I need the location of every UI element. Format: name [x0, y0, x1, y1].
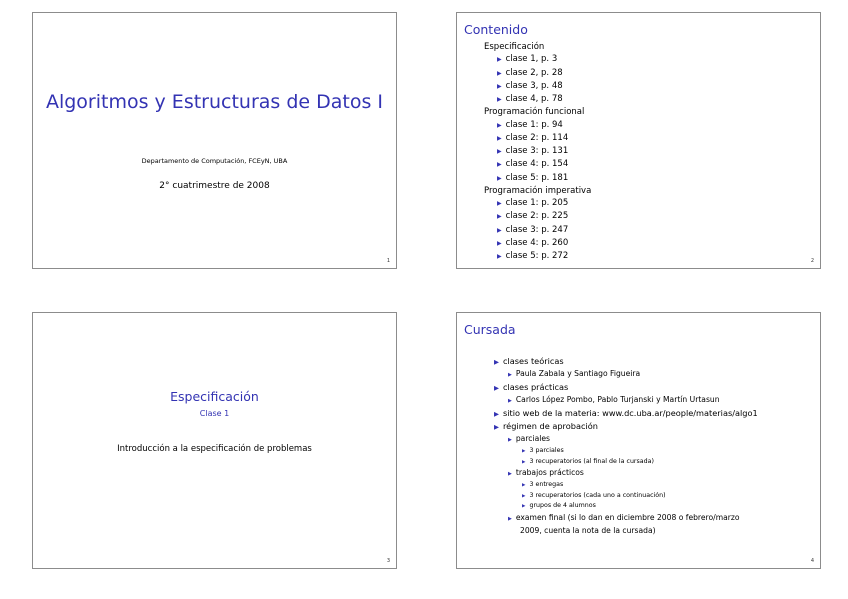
- list-item: ▶ Paula Zabala y Santiago Figueira: [494, 368, 814, 381]
- triangle-right-icon: ▶: [497, 161, 502, 169]
- triangle-right-icon: ▶: [497, 200, 502, 207]
- triangle-right-icon: ▶: [497, 174, 502, 182]
- triangle-right-icon: ▶: [497, 148, 502, 155]
- toc-item: ▶ clase 1, p. 3: [484, 53, 591, 66]
- list-item: ▶ sitio web de la materia: www.dc.uba.ar/people/materias/algo1: [494, 408, 758, 418]
- slide-3: [32, 312, 397, 569]
- table-of-contents: [484, 41, 591, 263]
- page-number: 4: [810, 558, 814, 564]
- list-item: ▶ 3 entregas: [494, 480, 814, 491]
- triangle-right-icon: ▶: [497, 239, 502, 247]
- triangle-right-icon: ▶: [508, 372, 512, 378]
- toc-section: Especificación: [484, 42, 545, 52]
- triangle-right-icon: ▶: [508, 471, 512, 477]
- slide-title: Algoritmos y Estructuras de Datos I: [45, 91, 384, 113]
- toc-item: ▶ clase 2, p. 28: [484, 67, 591, 80]
- toc-item: ▶ clase 1: p. 94: [484, 119, 591, 132]
- page-number: 3: [386, 558, 390, 564]
- triangle-right-icon: ▶: [494, 410, 499, 418]
- slide-body: Introducción a la especificación de problemas: [117, 444, 312, 454]
- list-item: ▶ clases teóricas: [494, 356, 564, 366]
- list-item: ▶ trabajos prácticos: [494, 467, 814, 480]
- triangle-right-icon: ▶: [494, 358, 499, 366]
- triangle-right-icon: ▶: [508, 437, 512, 443]
- department: Departamento de Computación, FCEyN, UBA: [141, 157, 288, 165]
- triangle-right-icon: ▶: [494, 423, 499, 431]
- slide-2: [456, 12, 821, 269]
- list-item: ▶ 3 recuperatorios (al final de la cursada): [494, 457, 814, 468]
- list-item: ▶ 3 parciales: [494, 446, 814, 457]
- toc-item: ▶ clase 2: p. 225: [484, 210, 591, 223]
- triangle-right-icon: ▶: [522, 493, 526, 499]
- triangle-right-icon: ▶: [497, 121, 502, 129]
- slide-title: Cursada: [464, 322, 516, 337]
- toc-item: ▶ clase 3, p. 48: [484, 80, 591, 93]
- toc-item: ▶ clase 4: p. 260: [484, 237, 591, 250]
- slide-subtitle: Clase 1: [199, 409, 230, 418]
- list-item-continuation: 2009, cuenta la nota de la cursada): [520, 525, 656, 535]
- triangle-right-icon: ▶: [508, 398, 512, 404]
- triangle-right-icon: ▶: [497, 226, 502, 234]
- slide-4: [456, 312, 821, 569]
- toc-section: Programación imperativa: [484, 185, 592, 196]
- page-number: 2: [810, 258, 814, 264]
- triangle-right-icon: ▶: [508, 515, 512, 522]
- term: 2° cuatrimestre de 2008: [159, 181, 270, 191]
- toc-item: ▶ clase 5: p. 181: [484, 172, 591, 185]
- triangle-right-icon: ▶: [522, 459, 526, 465]
- list-item: ▶ régimen de aprobación: [494, 421, 598, 431]
- page-number: 1: [386, 258, 390, 264]
- slide-1: [32, 12, 397, 269]
- triangle-right-icon: ▶: [497, 82, 502, 90]
- triangle-right-icon: ▶: [494, 384, 499, 392]
- list-item: ▶ examen final (si lo dan en diciembre 2008 o febrero/marzo: [494, 512, 814, 525]
- slide-title: Contenido: [464, 22, 528, 37]
- toc-section: Programación funcional: [484, 107, 585, 118]
- toc-item: ▶ clase 3: p. 131: [484, 145, 591, 158]
- triangle-right-icon: ▶: [497, 134, 502, 142]
- toc-item: ▶ clase 5: p. 272: [484, 250, 591, 263]
- list-item: ▶ clases prácticas: [494, 382, 569, 392]
- list-item: ▶ Carlos López Pombo, Pablo Turjanski y Martín Urtasun: [494, 394, 814, 407]
- triangle-right-icon: ▶: [497, 213, 502, 221]
- list-item: ▶ parciales: [494, 433, 814, 446]
- list-item: ▶ 3 recuperatorios (cada uno a continuación): [494, 491, 814, 502]
- slide-title: Especificación: [170, 389, 259, 404]
- list-item: ▶ grupos de 4 alumnos: [494, 501, 814, 512]
- toc-item: ▶ clase 4, p. 78: [484, 93, 591, 106]
- toc-item: ▶ clase 1: p. 205: [484, 197, 591, 210]
- toc-item: ▶ clase 3: p. 247: [484, 224, 591, 237]
- triangle-right-icon: ▶: [497, 96, 502, 103]
- toc-item: ▶ clase 2: p. 114: [484, 132, 591, 145]
- triangle-right-icon: ▶: [497, 253, 502, 260]
- triangle-right-icon: ▶: [522, 504, 526, 509]
- triangle-right-icon: ▶: [522, 483, 526, 488]
- triangle-right-icon: ▶: [497, 69, 502, 77]
- triangle-right-icon: ▶: [497, 56, 502, 64]
- triangle-right-icon: ▶: [522, 449, 526, 454]
- bullet-list: [494, 355, 814, 536]
- toc-item: ▶ clase 4: p. 154: [484, 158, 591, 171]
